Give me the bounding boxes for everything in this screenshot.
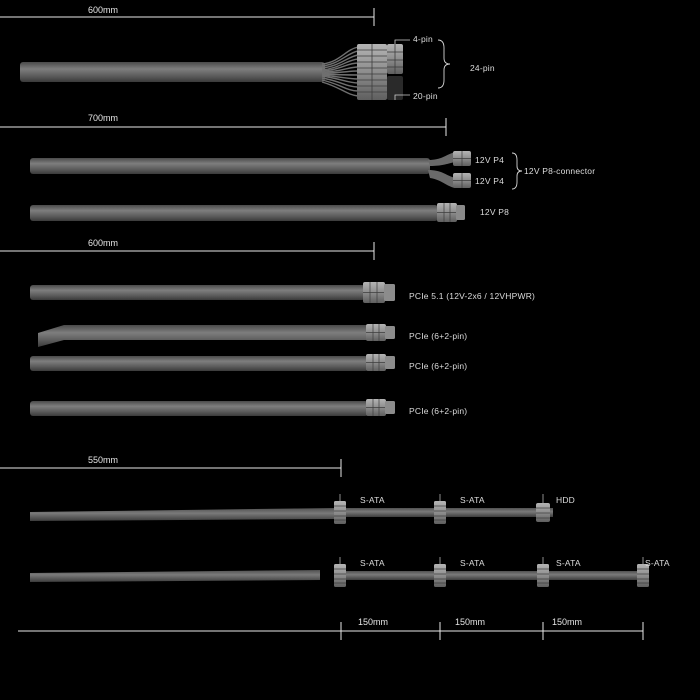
label-4-pin: 4-pin <box>413 34 433 44</box>
label-12v-p8: 12V P8 <box>480 207 510 217</box>
dimension-lines <box>0 8 643 640</box>
label-sata-5: S-ATA <box>556 558 581 568</box>
label-sata-1: S-ATA <box>360 495 385 505</box>
cable-pcie62-dual <box>30 324 395 371</box>
label-hdd: HDD <box>556 495 576 505</box>
label-12v-p4-lower: 12V P4 <box>475 176 505 186</box>
label-20-pin: 20-pin <box>413 91 438 101</box>
dimension-label-600mm-top: 600mm <box>88 5 119 15</box>
cable-p4p4 <box>30 151 522 189</box>
dimension-label-550mm: 550mm <box>88 455 119 465</box>
dimension-label-150mm-2: 150mm <box>455 617 486 627</box>
cable-pcie51 <box>30 282 395 303</box>
dimension-label-600mm-pcie: 600mm <box>88 238 119 248</box>
label-pcie-62-1: PCIe (6+2-pin) <box>409 331 468 341</box>
label-sata-4: S-ATA <box>460 558 485 568</box>
label-24-pin: 24-pin <box>470 63 495 73</box>
label-sata-3: S-ATA <box>360 558 385 568</box>
label-12v-p8-connector: 12V P8-connector <box>524 166 596 176</box>
label-sata-2: S-ATA <box>460 495 485 505</box>
dimension-label-150mm-1: 150mm <box>358 617 389 627</box>
cable-pcie62-single <box>30 399 395 416</box>
label-sata-6: S-ATA <box>645 558 670 568</box>
label-pcie-62-3: PCIe (6+2-pin) <box>409 406 468 416</box>
label-pcie-51: PCIe 5.1 (12V-2x6 / 12VHPWR) <box>409 291 536 301</box>
dimension-label-150mm-3: 150mm <box>552 617 583 627</box>
cable-atx24 <box>20 40 450 100</box>
dimension-label-700mm: 700mm <box>88 113 119 123</box>
label-pcie-62-2: PCIe (6+2-pin) <box>409 361 468 371</box>
label-12v-p4-upper: 12V P4 <box>475 155 505 165</box>
cable-p8 <box>30 203 465 222</box>
